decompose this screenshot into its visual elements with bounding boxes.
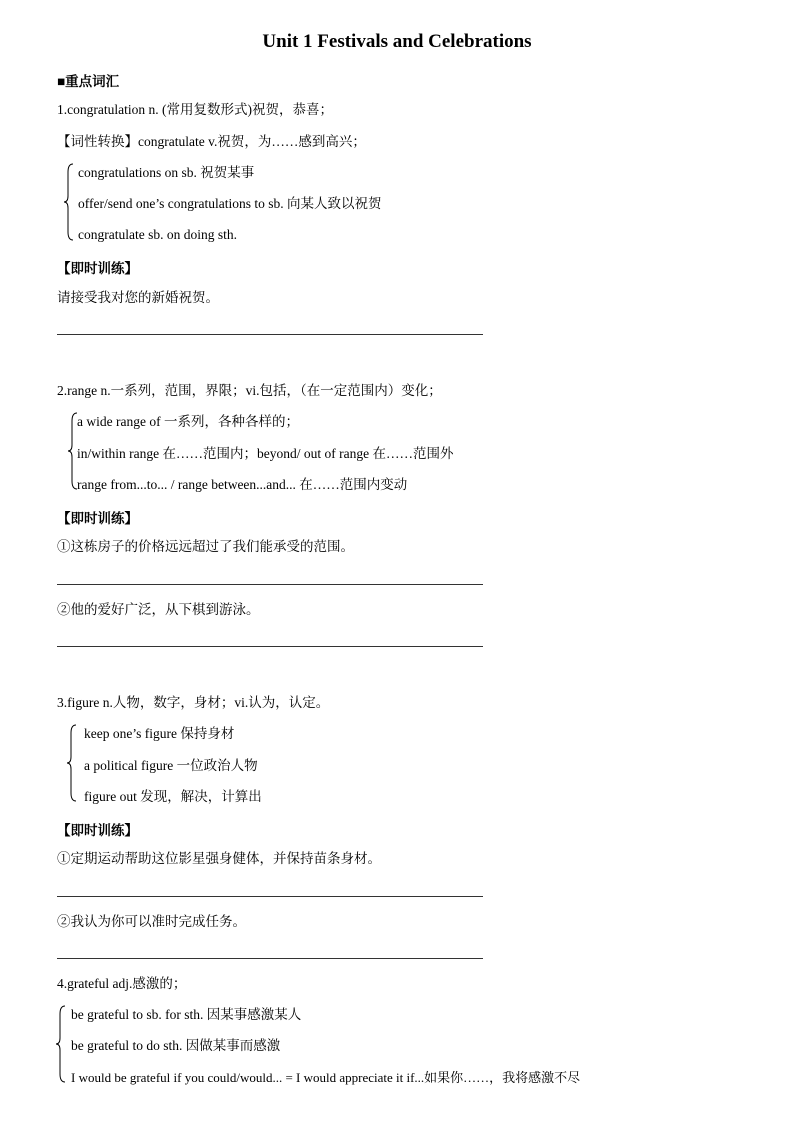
item-4-phrase-1: be grateful to sb. for sth. 因某事感激某人 bbox=[71, 1007, 302, 1022]
item-1-head: 1.congratulation n. (常用复数形式)祝贺，恭喜； bbox=[57, 102, 333, 117]
item-3-head: 3.figure n.人物，数字，身材；vi.认为，认定。 bbox=[57, 695, 330, 710]
item-3-exercise-1: ①定期运动帮助这位影星强身健体，并保持苗条身材。 bbox=[57, 851, 381, 866]
item-3-phrase-1: keep one’s figure 保持身材 bbox=[84, 726, 235, 741]
item-3-phrase-2: a political figure 一位政治人物 bbox=[84, 758, 258, 773]
item-2-phrase-2: in/within range 在……范围内；beyond/ out of range 在……范围外 bbox=[77, 446, 454, 461]
item-3-practice-label: 【即时训练】 bbox=[57, 823, 138, 838]
answer-line bbox=[57, 584, 483, 585]
item-4-phrase-3: I would be grateful if you could/would... = I would appreciate it if...如果你……，我将感激不尽 bbox=[71, 1070, 581, 1085]
item-1-phrase-2: offer/send one’s congratulations to sb. 向某人致以祝贺 bbox=[78, 196, 382, 211]
document-title: Unit 1 Festivals and Celebrations bbox=[262, 31, 532, 52]
item-4-phrase-2: be grateful to do sth. 因做某事而感激 bbox=[71, 1038, 281, 1053]
answer-line bbox=[57, 646, 483, 647]
answer-line bbox=[57, 958, 483, 959]
item-1-practice-label: 【即时训练】 bbox=[57, 261, 138, 276]
answer-line bbox=[57, 896, 483, 897]
item-2-phrase-1: a wide range of 一系列，各种各样的； bbox=[77, 414, 299, 429]
brace-icon bbox=[66, 723, 78, 803]
item-3-phrase-3: figure out 发现，解决，计算出 bbox=[84, 789, 262, 804]
item-3-exercise-2: ②我认为你可以准时完成任务。 bbox=[57, 914, 246, 929]
item-1-exercise-1: 请接受我对您的新婚祝贺。 bbox=[57, 290, 219, 305]
section-heading: ■重点词汇 bbox=[57, 74, 120, 89]
item-2-head: 2.range n.一系列，范围，界限；vi.包括，（在一定范围内）变化； bbox=[57, 383, 442, 398]
item-2-practice-label: 【即时训练】 bbox=[57, 511, 138, 526]
brace-icon bbox=[55, 1004, 67, 1084]
item-1-note: 【词性转换】congratulate v.祝贺，为……感到高兴； bbox=[57, 134, 366, 149]
item-1-phrase-3: congratulate sb. on doing sth. bbox=[78, 227, 237, 242]
item-2-exercise-2: ②他的爱好广泛，从下棋到游泳。 bbox=[57, 602, 260, 617]
item-2-phrase-3: range from...to... / range between...and... 在……范围内变动 bbox=[77, 477, 408, 492]
answer-line bbox=[57, 334, 483, 335]
brace-icon bbox=[63, 162, 75, 242]
item-1-phrase-1: congratulations on sb. 祝贺某事 bbox=[78, 165, 255, 180]
item-4-head: 4.grateful adj.感激的； bbox=[57, 976, 187, 991]
item-2-exercise-1: ①这栋房子的价格远远超过了我们能承受的范围。 bbox=[57, 539, 354, 554]
